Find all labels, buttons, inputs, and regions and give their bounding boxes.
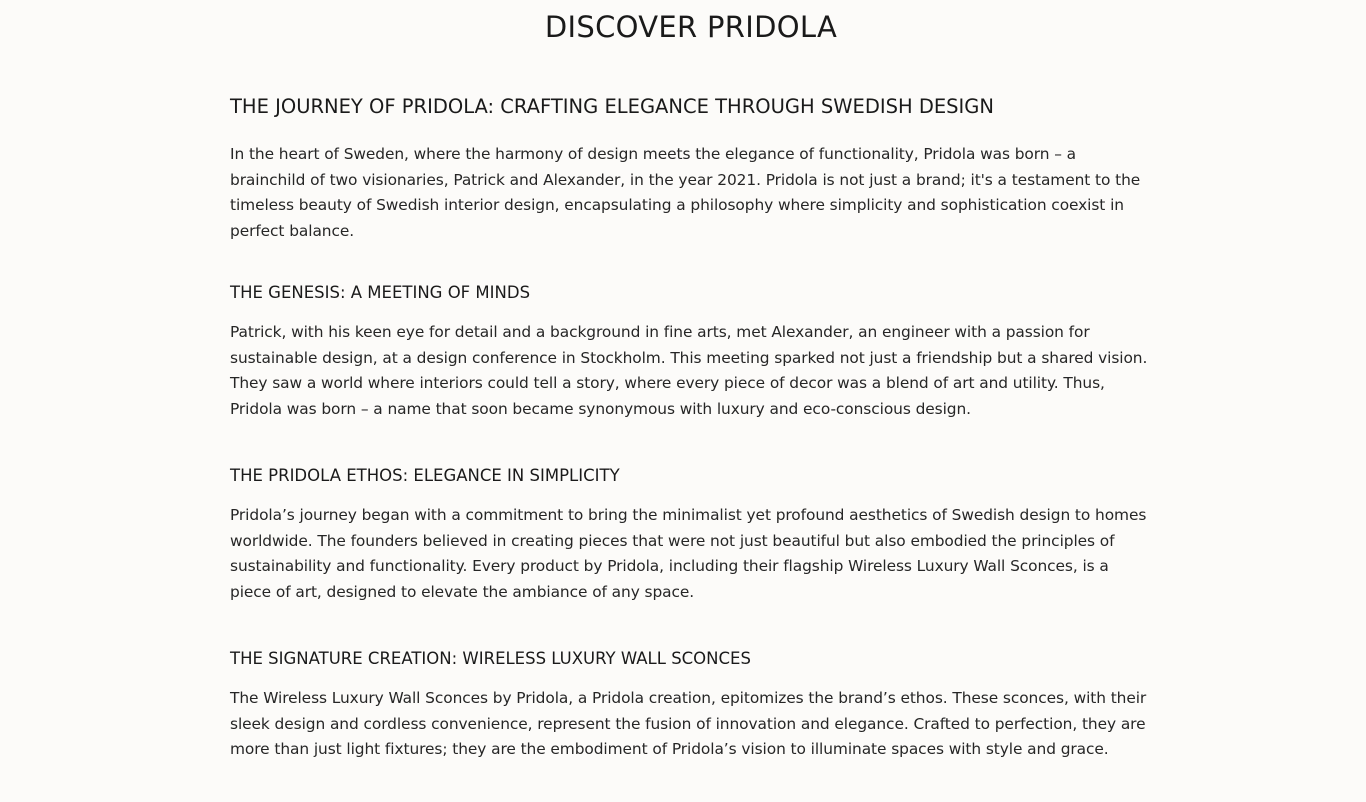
article-heading: THE JOURNEY OF PRIDOLA: CRAFTING ELEGANCE THROUGH SWEDISH DESIGN <box>230 95 994 118</box>
section-heading: THE GENESIS: A MEETING OF MINDS <box>230 283 531 302</box>
page-title: DISCOVER PRIDOLA <box>544 10 838 44</box>
section-text: The Wireless Luxury Wall Sconces by Pridola, a Pridola creation, epitomizes the brand’s ethos. These sconces, with their sleek design and cordless convenience, represent the fusion of innovation and elegance. Crafted to perfection, they are more than just light fixtures; they are the embodiment of Pridola’s vision to illuminate spaces with style and grace. <box>230 689 1147 759</box>
section-text: Patrick, with his keen eye for detail and a background in fine arts, met Alexander, an engineer with a passion for sustainable design, at a design conference in Stockholm. This meeting sparked not just a friendship but a shared vision. They saw a world where interiors could tell a story, where every piece of decor was a blend of art and utility. Thus, Pridola was born – a name that soon became synonymous with luxury and eco-conscious design. <box>230 323 1148 418</box>
article <box>230 90 1148 759</box>
section-heading: THE SIGNATURE CREATION: WIRELESS LUXURY WALL SCONCES <box>230 649 751 668</box>
section-signature <box>230 647 1148 763</box>
article-intro: In the heart of Sweden, where the harmony of design meets the elegance of functionality, Pridola was born – a brainchild of two visionaries, Patrick and Alexander, in the year 2021. Pridola is not just a brand; it's a testament to the timeless beauty of Swedish interior design, encapsulating a philosophy where simplicity and sophistication coexist in perfect balance. <box>230 145 1141 240</box>
section-ethos <box>230 464 1148 605</box>
section-genesis <box>230 281 1148 422</box>
section-heading: THE PRIDOLA ETHOS: ELEGANCE IN SIMPLICITY <box>230 466 620 485</box>
section-text: Pridola’s journey began with a commitment to bring the minimalist yet profound aesthetics of Swedish design to homes worldwide. The founders believed in creating pieces that were not just beautiful but also embodied the principles of sustainability and functionality. Every product by Pridola, including their flagship Wireless Luxury Wall Sconces, is a piece of art, designed to elevate the ambiance of any space. <box>230 506 1147 601</box>
